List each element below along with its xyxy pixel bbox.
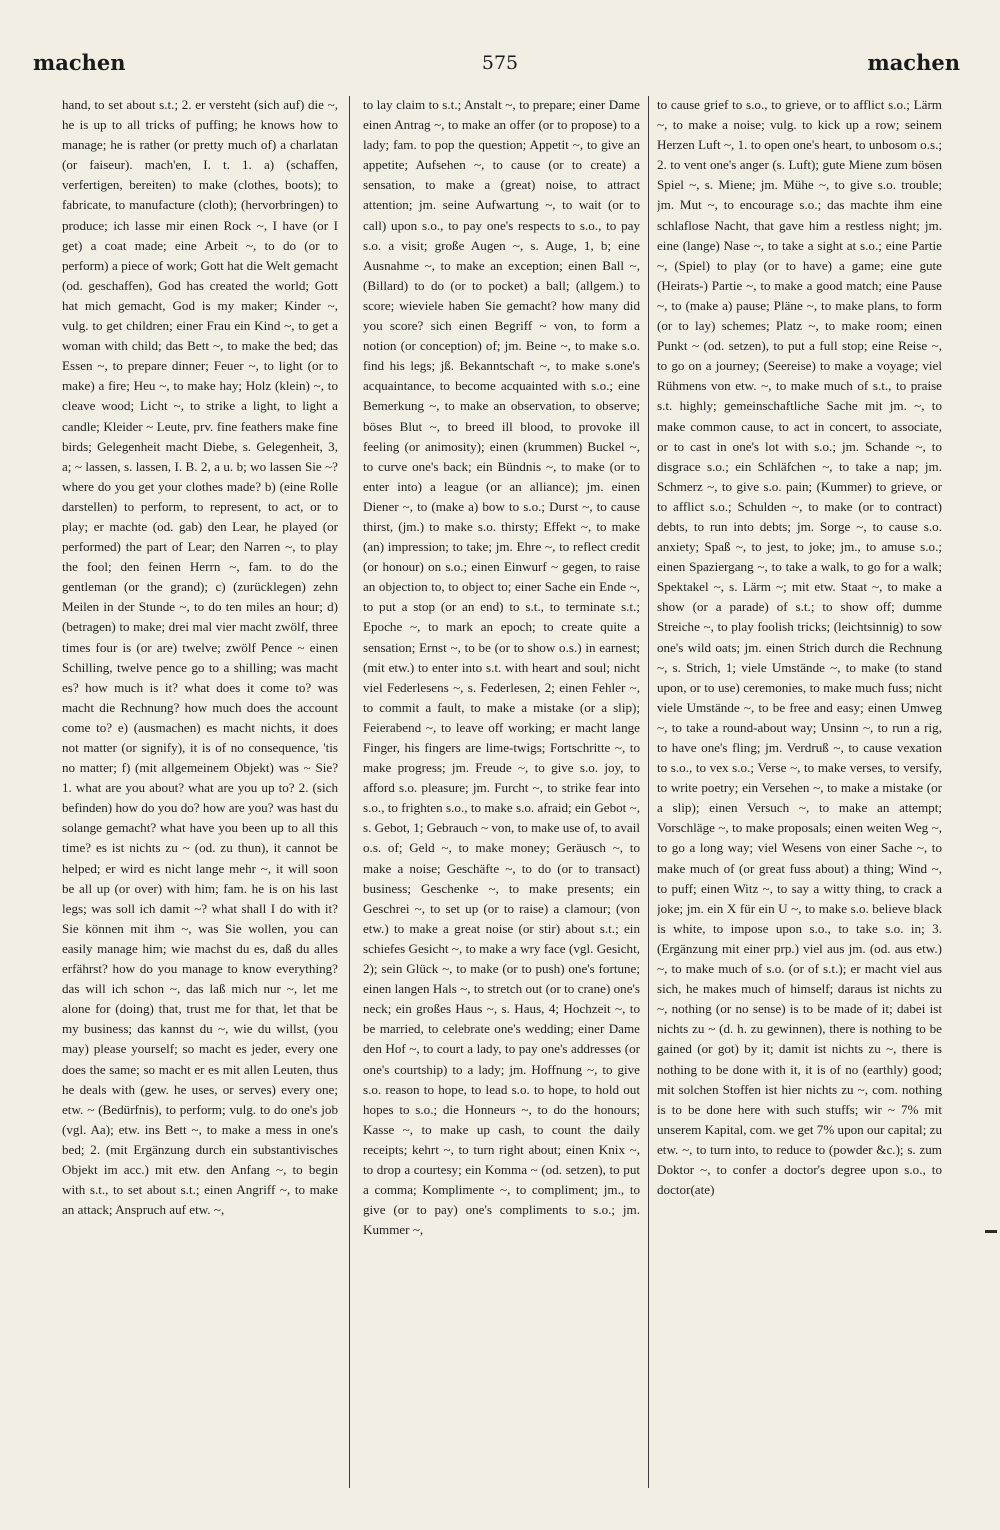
running-head-left: machen (33, 50, 126, 75)
running-head-right: machen (867, 50, 960, 75)
page-header (0, 50, 1000, 90)
column-divider (349, 96, 350, 1488)
text-column-3: to cause grief to s.o., to grieve, or to afflict s.o.; Lärm ~, to make a noise; vulg. to kick up a row; seinem Herzen Luft ~, 1. to open one's heart, to unbosom o.s.; 2. to vent one's anger (s. Luft); gute Miene zum bösen Spiel ~, s. Miene; jm. Mühe ~, to give s.o. trouble; jm. Mut ~, to encourage s.o.; das machte ihm eine schlaflose Nacht, that gave him a restless night; jm. eine (lange) Nase ~, to take a sight at s.o.; eine Partie ~, (Spiel) to play (or to have) a game; eine gute (Heirats-) Partie ~, to make a good match; eine Pause ~, to (make a) pause; Pläne ~, to make plans, to form (or to lay) schemes; Platz ~, to make room; einen Punkt ~ (od. setzen), to put a full stop; eine Reise ~, to go on a journey; (Seereise) to make a voyage; viel Rühmens von etw. ~, to make much of s.t., to praise s.t. highly; gemeinschaftliche Sache mit jm. ~, to make common cause, to act in concert, to associate, or to cast in one's lot with s.o.; jm. Schande ~, to disgrace s.o.; ein Schläfchen ~, to take a nap; jm. Schmerz ~, to give s.o. pain; (Kummer) to grieve, or to afflict s.o.; Schulden ~, to make (or to contract) debts, to run into debts; jm. Sorge ~, to cause s.o. anxiety; Spaß ~, to jest, to joke; jm., to amuse s.o.; einen Spaziergang ~, to take a walk, to go for a walk; Spektakel ~, s. Lärm ~; mit etw. Staat ~, to make a show (or a parade) of s.t.; to show off; dumme Streiche ~, to play foolish tricks; (leichtsinnig) to sow one's wild oats; jm. einen Strich durch die Rechnung ~, s. Strich, 1; viele Umstände ~, to make (to stand upon, or to use) ceremonies, to make much fuss; nicht viele Umstände ~, to be free and easy; einen Umweg ~, to take a round-about way; Unsinn ~, to run a rig, to have one's fling; jm. Verdruß ~, to cause vexation to s.o., to vex s.o.; Verse ~, to make verses, to versify, to write poetry; ein Versehen ~, to make a mistake (or a slip); einen Versuch ~, to make an attempt; Vorschläge ~, to make proposals; einen weiten Weg ~, to go a long way; viel Wesens von einer Sache ~, to make much of (or great fuss about) a thing; Wind ~, to puff; einen Witz ~, to say a witty thing, to crack a joke; jm. ein X für ein U ~, to make s.o. believe black is white, to impose upon s.o., to take s.o. in; 3. (Ergänzung mit einer prp.) viel aus jm. (od. aus etw.) ~, to make much of s.o. (or of s.t.); er macht viel aus sich, he makes much of himself; daraus ist nichts zu ~, nothing (or no sense) is to be made of it; dabei ist nichts zu ~ (d. h. zu gewinnen), there is nothing to be gained (or got) by it; damit ist nichts zu ~, there is nothing to be done with it, it is of no (earthly) good; mit solchen Stoffen ist hier nichts zu ~, com. nothing is to be done here with such stuffs; wir ~ 7% mit unserem Kapital, com. we get 7% upon our capital; zu etw. ~, to turn into, to reduce to (powder &c.); s. zum Doktor ~, to confer a doctor's degree upon s.o., to doctor(ate) (657, 97, 942, 1198)
page-number: 575 (481, 52, 519, 74)
column-divider (648, 96, 649, 1488)
text-column-1: hand, to set about s.t.; 2. er versteht (sich auf) die ~, he is up to all tricks of puffing; he knows how to manage; he is rather (or pretty much of) a charlatan (or faiseur). mach'en, I. t. 1. a) (schaffen, verfertigen, bereiten) to make (clothes, boots); to fabricate, to manufacture (cloth); (hervorbringen) to produce; ich lasse mir einen Rock ~, I have (or I get) a coat made; eine Arbeit ~, to do (or to perform) a piece of work; Gott hat die Welt gemacht (od. geschaffen), God has created the world; Gott hat mich gemacht, God is my maker; Kinder ~, vulg. to get children; einer Frau ein Kind ~, to get a woman with child; das Bett ~, to make the bed; das Essen ~, to prepare dinner; Feuer ~, to light (or to make) a fire; Heu ~, to make hay; Holz (klein) ~, to cleave wood; Licht ~, to strike a light, to light a candle; Kleider ~ Leute, prv. fine feathers make fine birds; Gelegenheit macht Diebe, s. Gelegenheit, 3, a; ~ lassen, s. lassen, I. B. 2, a u. b; wo lassen Sie ~? where do you get your clothes made? b) (eine Rolle darstellen) to perform, to represent, to act, or to play; er machte (od. gab) den Lear, he played (or performed) the part of Lear; den Narren ~, to play the fool; den feinen Herrn ~, fam. to do the gentleman (or the grand); c) (zurücklegen) zehn Meilen in der Stunde ~, to do ten miles an hour; d) (betragen) to make; drei mal vier macht zwölf, three times four is (or are) twelve; zwölf Pence ~ einen Schilling, twelve pence go to a shilling; was macht es? how much is it? what does it come to? was macht die Rechnung? how much does the account come to? e) (ausmachen) es macht nichts, it does not matter (or signify), it is of no consequence, 'tis no matter; f) (mit allgemeinem Objekt) was ~ Sie? 1. what are you about? what are you up to? 2. (sich befinden) how do you do? how are you? was hast du solange gemacht? what have you been up to all this time? es ist nichts zu ~ (od. zu thun), it cannot be helped; er wird es nicht lange mehr ~, it will soon be all up (or over) with him; fam. he is on his last legs; was soll ich damit ~? what shall I do with it? Sie können mit ihm ~, was Sie wollen, you can easily manage him; wie machst du es, daß du alles erfährst? how do you manage to know everything? das will ich schon ~, das laß mich nur ~, let me alone for (doing) that, trust me for that, let that be my business; das kannst du ~, wie du willst, (you may) please yourself; so macht es jeder, every one does the same; so macht er es mit allen Leuten, thus he deals with (gew. he uses, or serves) every one; etw. ~ (Bedürfnis), to perform; vulg. to do one's job (vgl. Aa); etw. ins Bett ~, to make a mess in one's bed; 2. (mit Ergänzung durch ein substantivisches Objekt im acc.) mit etw. den Anfang ~, to begin with s.t., to set about s.t.; einen Angriff ~, to make an attack; Anspruch auf etw. ~, (62, 97, 338, 1218)
margin-mark (985, 1230, 997, 1233)
text-column-2: to lay claim to s.t.; Anstalt ~, to prepare; einer Dame einen Antrag ~, to make an offer (or to propose) to a lady; fam. to pop the question; Appetit ~, to give an appetite; Aufsehen ~, to cause (or to create) a sensation, to make a (great) noise, to attract attention; jm. seine Aufwartung ~, to wait (or to call) upon s.o., to pay one's respects to s.o., to pay s.o. a visit; große Augen ~, s. Auge, 1, b; eine Ausnahme ~, to make an exception; einen Ball ~, (Billard) to do (or to pocket) a ball; (allgem.) to score; wieviele haben Sie gemacht? how many did you score? sich einen Begriff ~ von, to form a notion (or conception) of; jm. Beine ~, to make s.o. find his legs; jß. Bekanntschaft ~, to make s.one's acquaintance, to become acquainted with s.o.; eine Bemerkung ~, to make an observation, to observe; böses Blut ~, to breed ill blood, to provoke ill feeling (or animosity); einen (krummen) Buckel ~, to curve one's back; ein Bündnis ~, to make (or to enter into) a league (or an alliance); jm. einen Diener ~, to (make a) bow to s.o.; Durst ~, to cause thirst, (jm.) to make s.o. thirsty; Effekt ~, to make (an) impression; to take; jm. Ehre ~, to reflect credit (or honour) on s.o.; einen Einwurf ~ gegen, to raise an objection to, to object to; einer Sache ein Ende ~, to put a stop (or an end) to s.t., to terminate s.t.; Epoche ~, to mark an epoch; to create quite a sensation; Ernst ~, to be (or to show o.s.) in earnest; (mit etw.) to enter into s.t. with heart and soul; nicht viel Federlesens ~, s. Federlesen, 2; einen Fehler ~, to commit a fault, to make a mistake (or a slip); Feierabend ~, to leave off working; er macht lange Finger, his fingers are lime-twigs; Fortschritte ~, to make progress; jm. Freude ~, to give s.o. joy, to afford s.o. pleasure; jm. Furcht ~, to strike fear into s.o., to frighten s.o., to make s.o. afraid; ein Gebot ~, s. Gebot, 1; Gebrauch ~ von, to make use of, to avail o.s. of; Geld ~, to make money; Geräusch ~, to make a noise; Geschäfte ~, to do (or to transact) business; Geschenke ~, to make presents; ein Geschrei ~, to set up (or to raise) a clamour; (von etw.) to make a great noise (or stir) about s.t.; ein schiefes Gesicht ~, to make a wry face (vgl. Gesicht, 2); sein Glück ~, to make (or to push) one's fortune; einen langen Hals ~, to stretch out (or to crane) one's neck; ein großes Haus ~, s. Haus, 4; Hochzeit ~, to be married, to celebrate one's wedding; einer Dame den Hof ~, to court a lady, to pay one's addresses (or one's courtship) to a lady; jm. Hoffnung ~, to give s.o. reason to hope, to lead s.o. to hope, to hold out hopes to s.o.; die Honneurs ~, to do the honours; Kasse ~, to make up cash, to count the daily receipts; kehrt ~, to turn right about; einen Knix ~, to drop a courtesy; ein Komma ~ (od. setzen), to put a comma; Komplimente ~, to compliment; jm., to give (or to pay) one's compliments to s.o.; jm. Kummer ~, (363, 97, 640, 1238)
